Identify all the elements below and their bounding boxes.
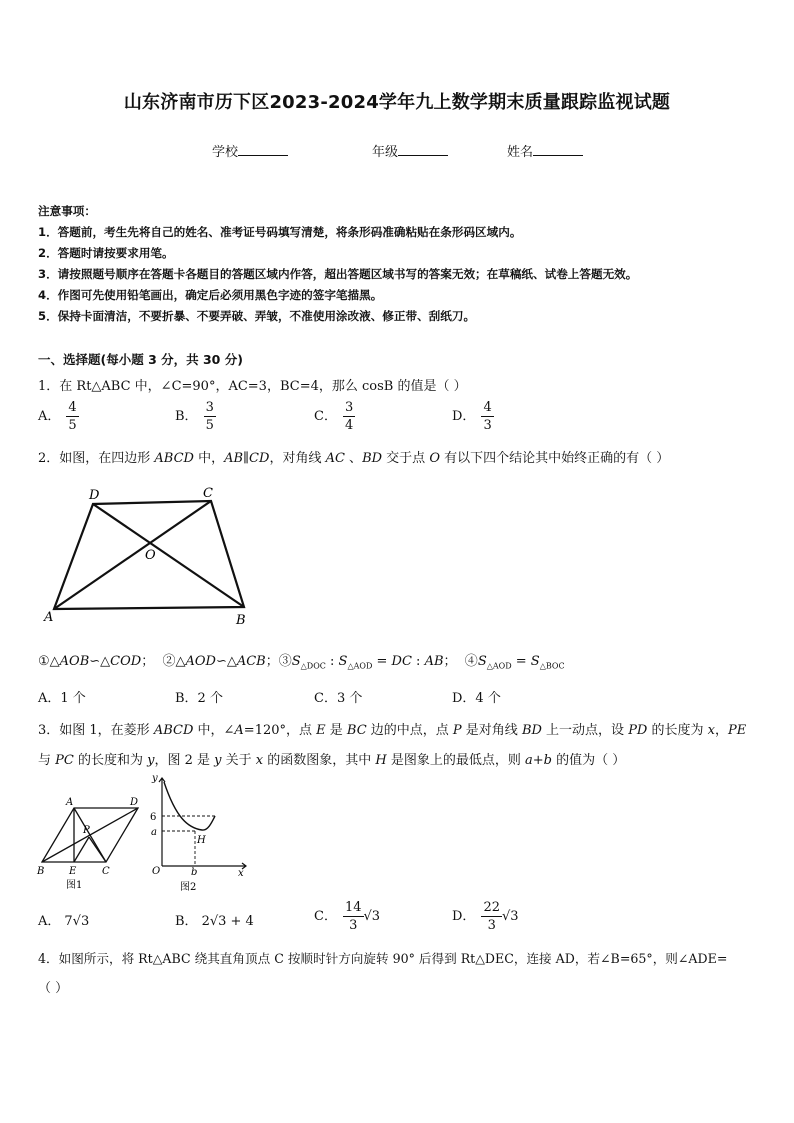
option-label: B． xyxy=(175,914,198,929)
label-b: B xyxy=(37,866,45,877)
notice-item: 2．答题时请按要求用笔。 xyxy=(38,246,174,260)
option-value: 7√3 xyxy=(64,914,90,929)
diagonal-ac xyxy=(54,501,211,609)
origin-label: O xyxy=(152,866,161,877)
q3-option-b[interactable] xyxy=(175,910,254,929)
name-field[interactable] xyxy=(507,141,583,160)
notice-item: 1．答题前，考生先将自己的姓名、准考证号码填写清楚，将条形码准确粘贴在条形码区域内。 xyxy=(38,225,522,239)
numerator: 22 xyxy=(483,900,500,915)
option-label: C． xyxy=(314,909,337,924)
option-label: A． xyxy=(38,914,61,929)
q1-stem: 1．在 Rt△ABC 中，∠C=90°，AC=3，BC=4，那么 cosB 的值是（ ） xyxy=(38,379,467,394)
option-label: D． xyxy=(452,409,476,424)
page-title: 山东济南市历下区2023-2024学年九上数学期末质量跟踪监视试题 xyxy=(123,92,671,113)
axis-label-x: x xyxy=(238,868,244,879)
vertex-label-d: D xyxy=(89,488,100,503)
diagonal-bd xyxy=(93,504,244,607)
q2-trapezoid-figure xyxy=(40,482,255,627)
q3-rhombus-figure xyxy=(34,790,149,895)
option-label: B． xyxy=(175,409,198,424)
denominator: 4 xyxy=(344,418,354,433)
grade-blank[interactable] xyxy=(398,141,448,156)
tick-label-a: a xyxy=(151,827,157,838)
q2-option-a[interactable]: A．1 个 xyxy=(38,691,86,706)
label-a: A xyxy=(66,797,74,808)
name-blank[interactable] xyxy=(533,141,583,156)
notice-item: 3．请按照题号顺序在答题卡各题目的答题区域内作答，超出答题区域书写的答案无效；在草稿纸、试卷上答题无效。 xyxy=(38,267,638,281)
section-heading: 一、选择题(每小题 3 分，共 30 分) xyxy=(38,352,243,367)
school-label: 学校 xyxy=(212,145,239,160)
fraction xyxy=(204,399,216,434)
point-label-o: O xyxy=(145,548,156,563)
option-label: C． xyxy=(314,409,337,424)
numerator: 4 xyxy=(483,400,492,415)
fraction xyxy=(343,899,364,934)
tick-label-b: b xyxy=(191,867,198,878)
q3-stem-line2: 与 PC 的长度和为 y，图 2 是 y 关于 x 的函数图象，其中 H 是图象上的最低点，则 a+b 的值为（ ） xyxy=(38,753,626,768)
school-blank[interactable] xyxy=(238,141,288,156)
q3-option-c[interactable] xyxy=(314,899,380,934)
radical: √3 xyxy=(501,909,519,924)
numerator: 14 xyxy=(344,900,362,915)
notice-heading: 注意事项： xyxy=(38,204,96,218)
tick-label-6: 6 xyxy=(150,812,157,823)
numerator: 4 xyxy=(68,400,77,415)
fraction xyxy=(481,899,502,934)
vertex-label-a: A xyxy=(44,610,54,625)
segment-pc xyxy=(89,837,106,862)
segment-pe xyxy=(74,837,89,862)
q3-option-a[interactable] xyxy=(38,910,89,929)
denominator: 5 xyxy=(68,418,77,433)
vertex-label-b: B xyxy=(236,613,246,627)
q3-function-graph xyxy=(140,770,255,895)
q1-option-a[interactable] xyxy=(38,399,79,434)
fraction xyxy=(66,399,78,434)
point-label-h: H xyxy=(197,835,206,846)
q1-option-c[interactable] xyxy=(314,399,355,434)
q4-answer-paren: （ ） xyxy=(38,981,69,996)
label-e: E xyxy=(69,866,77,877)
numerator: 3 xyxy=(344,400,354,415)
q1-option-b[interactable] xyxy=(175,399,216,434)
q2-stem: 2．如图，在四边形 ABCD 中，AB∥CD，对角线 AC 、BD 交于点 O 有以下四个结论其中始终正确的有（ ） xyxy=(38,451,670,466)
q2-option-c[interactable]: C．3 个 xyxy=(314,691,363,706)
label-c: C xyxy=(102,866,110,877)
option-label: D． xyxy=(452,909,476,924)
q1-option-d[interactable] xyxy=(452,399,494,434)
notice-item: 5．保持卡面清洁，不要折暴、不要弄破、弄皱，不准使用涂改液、修正带、刮纸刀。 xyxy=(38,309,476,323)
denominator: 3 xyxy=(487,918,496,933)
option-value: 2√3 + 4 xyxy=(201,914,254,929)
notice-item: 4．作图可先使用铅笔画出，确定后必须用黑色字迹的签字笔描黑。 xyxy=(38,288,383,302)
grade-field[interactable] xyxy=(372,141,448,160)
axis-label-y: y xyxy=(152,773,158,784)
q2-conclusions: ①△AOB∽△COD； ②△AOD∽△ACB；$③S_{\triangle DOC}$ : $S_{\triangle AOD}$ = DC : AB； $④S_{\triangle AOD} = S_{\triangle BOC}$ xyxy=(38,654,565,671)
q2-option-b[interactable]: B．2 个 xyxy=(175,691,223,706)
denominator: 3 xyxy=(349,918,358,933)
label-p: P xyxy=(83,825,90,836)
numerator: 3 xyxy=(205,400,214,415)
q4-stem: 4．如图所示，将 Rt△ABC 绕其直角顶点 C 按顺时针方向旋转 90° 后得到 Rt△DEC，连接 AD，若∠B=65°，则∠ADE= xyxy=(38,951,728,966)
denominator: 5 xyxy=(205,418,214,433)
radical: √3 xyxy=(363,909,381,924)
vertex-label-c: C xyxy=(203,486,213,501)
grade-label: 年级 xyxy=(372,145,399,160)
name-label: 姓名 xyxy=(507,145,534,160)
q2-option-d[interactable]: D．4 个 xyxy=(452,691,501,706)
fraction xyxy=(343,399,355,434)
q3-stem-line1: 3．如图 1，在菱形 ABCD 中，∠A=120°，点 E 是 BC 边的中点，点 P 是对角线 BD 上一动点，设 PD 的长度为 x，PE xyxy=(38,723,747,738)
option-label: A． xyxy=(38,409,61,424)
denominator: 3 xyxy=(483,418,492,433)
school-field[interactable] xyxy=(212,141,288,160)
figure1-caption: 图1 xyxy=(66,880,83,891)
function-curve xyxy=(164,782,215,830)
fraction xyxy=(481,399,493,434)
label-d: D xyxy=(130,797,139,808)
q3-option-d[interactable] xyxy=(452,899,519,934)
figure2-caption: 图2 xyxy=(180,882,197,893)
